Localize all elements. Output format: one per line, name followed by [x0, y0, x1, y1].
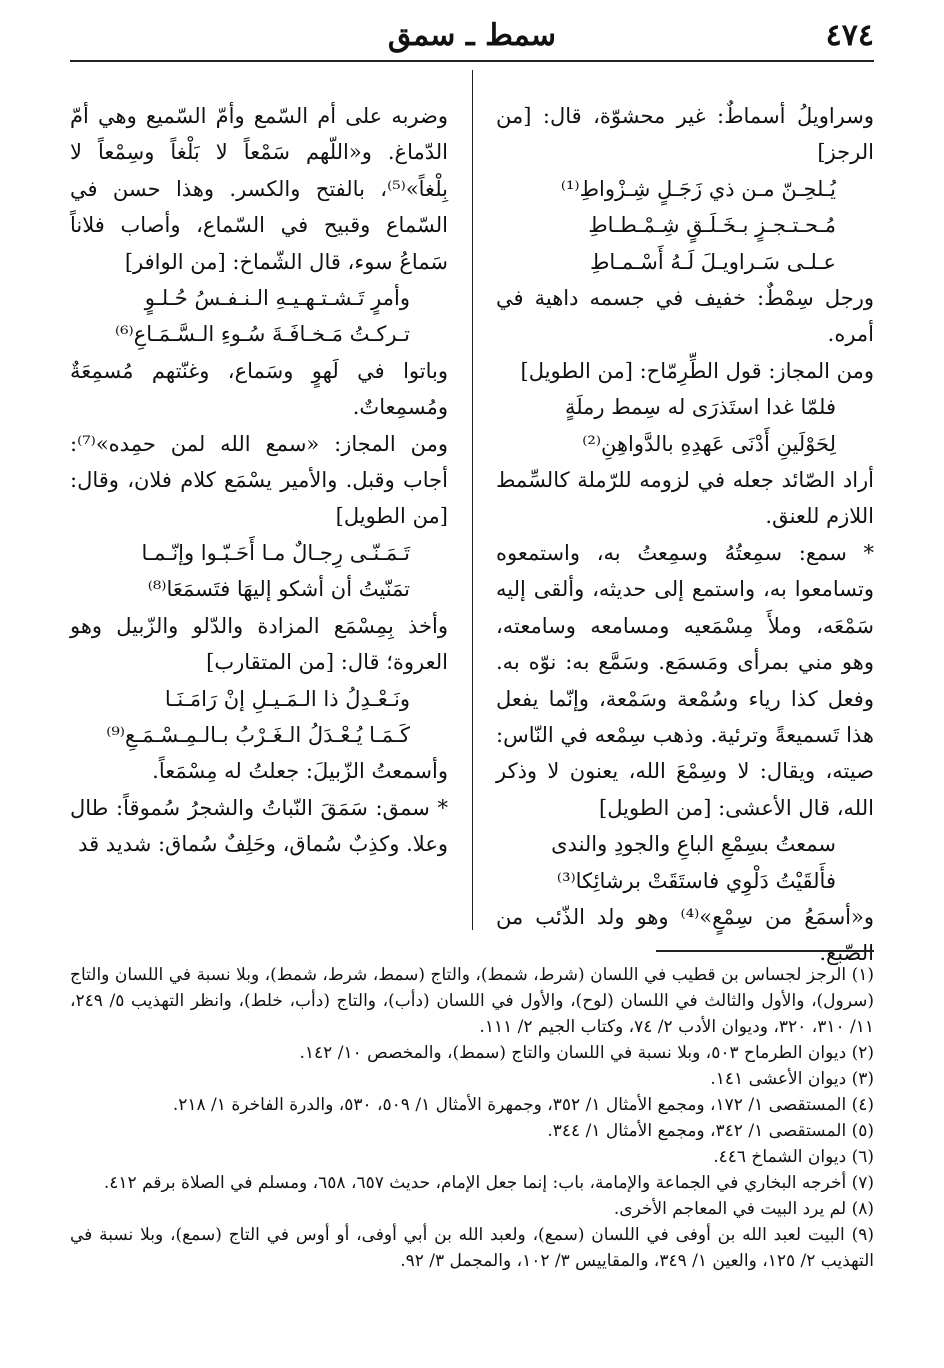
paragraph-explanation: أراد الصّائد جعله في لزومه للرّملة كالسِّمط اللازم للعنق. [496, 468, 874, 529]
two-column-body [70, 70, 874, 966]
paragraph-majaz-sami: ومن المجاز: «سمع الله لمن حمِده»⁽⁷⁾: أجاب وقبل. والأمير يسْمَع كلام فلان، وقال: [من الطويل] [70, 431, 448, 529]
column-divider [472, 70, 473, 930]
paragraph-zabil: وأسمعتُ الزّبيلَ: جعلتُ له مِسْمَعاً. [152, 759, 448, 784]
verse-line: تـركـتُ مَـخـافَـةَ سُـوءِ الـسَّـمَـاعِ⁽⁶⁾ [114, 322, 410, 347]
page-number: ٤٧٤ [825, 18, 874, 53]
footnote-3: (٣) ديوان الأعشى ١٤١. [710, 1069, 874, 1089]
paragraph-misma: وأخذ بِمِسْمَع المزادة والدّلو والزّبيل وهو العروة؛ قال: [من المتقارب] [70, 613, 448, 675]
footnote-9: (٩) البيت لعبد الله بن أوفى في اللسان (سمع)، ولعبد الله بن أبي أوفى، أو أوس في التاج (سمع)، وبلا نسبة في التهذيب ٢/ ١٢٥، والعين ١/ ٣٤٩، والمقاييس ٣/ ١٠٢، والمجمل ٣/ ٩٢. [70, 1225, 874, 1271]
verse-line: ونَـعْـدِلُ ذا الـمَـيـلِ إنْ رَامَـنَـا [164, 686, 410, 711]
footnote-2: (٢) ديوان الطرماح ٥٠٣، وبلا نسبة في اللسان والتاج (سمط)، والمخصص ١٠/ ١٤٢. [299, 1043, 874, 1063]
footnote-7: (٧) أخرجه البخاري في الجماعة والإمامة، باب: إنما جعل الإمام، حديث ٦٥٧، ٦٥٨، ومسلم في الصلاة برقم ٤١٢. [103, 1173, 874, 1193]
verse-line: كَـمَـا يُـعْـدَلُ الـغَـرْبُ بـالـمِـسْـمَـعِ⁽⁹⁾ [106, 722, 410, 747]
verse-line: تَـمَـنّـى رِجـالٌ مـا أَحَـبّـوا وإنّـمـا [141, 540, 410, 565]
verse-line: فأَلقَيْتُ دَلْوِي فاستَقَتْ برشائِكا⁽³⁾ [556, 868, 836, 893]
entry-sam-a: * سمع: سمِعتُهُ وسمِعتُ به، واستمعوه وتسامعوا به، واستمع إلى حديثه، وألقى إليه سَمْعَه، وملأَ مِسْمَعيه ومسامعه وسامعته، وهو مني بمرأى ومَسمَع. وسَمَّع به: نوّه به. وفعل كذا رياء وسُمْعة وسَمْعة، وإنّما يفعل هذا تَسميعةً وترئية. وذهب سِمْعه في النّاس: صيته، ويقال: لا وسِمْعَ الله، يعنون لا وذكر الله، قال الأعشى: [من الطويل] [496, 540, 874, 820]
left-column [70, 98, 448, 863]
verse-line: تمَنّيتُ أن أشكو إليهَا فتَسمَعَا⁽⁸⁾ [147, 577, 410, 602]
verse-line: وأمرٍ تَـشـتـهـيـهِ الـنـفـسُ حُـلـوٍ [144, 286, 410, 311]
running-title: سمط ـ سمق [387, 18, 557, 53]
right-column [496, 98, 874, 972]
footnotes [70, 962, 874, 1274]
paragraph-umm-samm: وضربه على أم السّمع وأمّ السّميع وهي أمّ الدّماغ. و«اللّهم سَمْعاً لا بَلْغاً وسِمْعاً لا بِلْغاً»⁽⁵⁾، بالفتح والكسر. وهذا حسن في السّماع وقبيح في السّماع، وأصاب فلاناً سَماعُ سوء، قال الشّماخ: [من الوافر] [70, 104, 448, 274]
verse-line: لِحَوْلَينِ أَدْنَى عَهدِهِ بالدَّواهِنِ⁽²⁾ [582, 431, 836, 456]
paragraph-aswat: وسراويلُ أسماطٌ: غير محشوّة، قال: [من الرجز] [496, 104, 874, 165]
paragraph-proverb: و«أسمَعُ من سِمْعٍ»⁽⁴⁾ وهو ولد الذّئب من الضّبع. [496, 904, 874, 966]
verse-line: يُـلحِـنّ مـن ذي زَجَـلٍ شِـزْواطِ⁽¹⁾ [560, 176, 836, 201]
footnote-rule [656, 950, 874, 952]
entry-samaq: * سمق: سَمَقَ النّباتُ والشجرُ سُموقاً: طال وعلا. وكذِبٌ سُماق، وحَلِفٌ سُماق: شديد قد [70, 795, 448, 857]
footnote-6: (٦) ديوان الشماخ ٤٤٦. [713, 1147, 874, 1167]
verse-line: فلمّا غدا استَذرَى له سِمط رملَةٍ [564, 395, 836, 420]
page-header [70, 14, 874, 58]
paragraph-lahw: وباتوا في لَهوٍ وسَماع، وغنّتهم مُسمِعَةٌ ومُسمِعاتٌ. [70, 358, 448, 420]
verse-line: عـلـى سَـراويـلَ لَـهُ أَسْـمـاطِ [589, 249, 836, 274]
footnote-8: (٨) لم يرد البيت في المعاجم الأخرى. [613, 1199, 874, 1219]
verse-line: مُـحـتـجـزٍ بـخَـلَـقٍ شِـمْـطـاطِ [588, 213, 836, 238]
header-rule [70, 60, 874, 62]
footnote-1: (١) الرجز لجساس بن قطيب في اللسان (شرط، شمط)، والتاج (سمط، شرط، شمط)، وبلا نسبة في اللسان والتاج (سرول)، والأول والثالث في اللسان (لوح)، والأول في اللسان (دأب)، والتاج (دأب، خلط)، وانظر التهذيب ٥/ ٢٤٩، ١١/ ٣١٠، ٣٢٠، وديوان الأدب ٢/ ٧٤، وكتاب الجيم ٢/ ١١١. [70, 965, 875, 1037]
verse-line: سمعتُ بسِمْعِ الباعِ والجودِ والندى [551, 832, 836, 857]
paragraph-majaz: ومن المجاز: قول الطِّرِمّاح: [من الطويل] [520, 358, 874, 383]
footnote-4: (٤) المستقصى ١/ ١٧٢، ومجمع الأمثال ١/ ٣٥٢، وجمهرة الأمثال ١/ ٥٠٩، ٥٣٠، والدرة الفاخرة ١/ ٢١٨. [172, 1095, 874, 1115]
footnote-5: (٥) المستقصى ١/ ٣٤٢، ومجمع الأمثال ١/ ٣٤٤. [547, 1121, 874, 1141]
paragraph-simt: ورجل سِمْطٌ: خفيف في جسمه داهية في أمره. [496, 286, 874, 347]
